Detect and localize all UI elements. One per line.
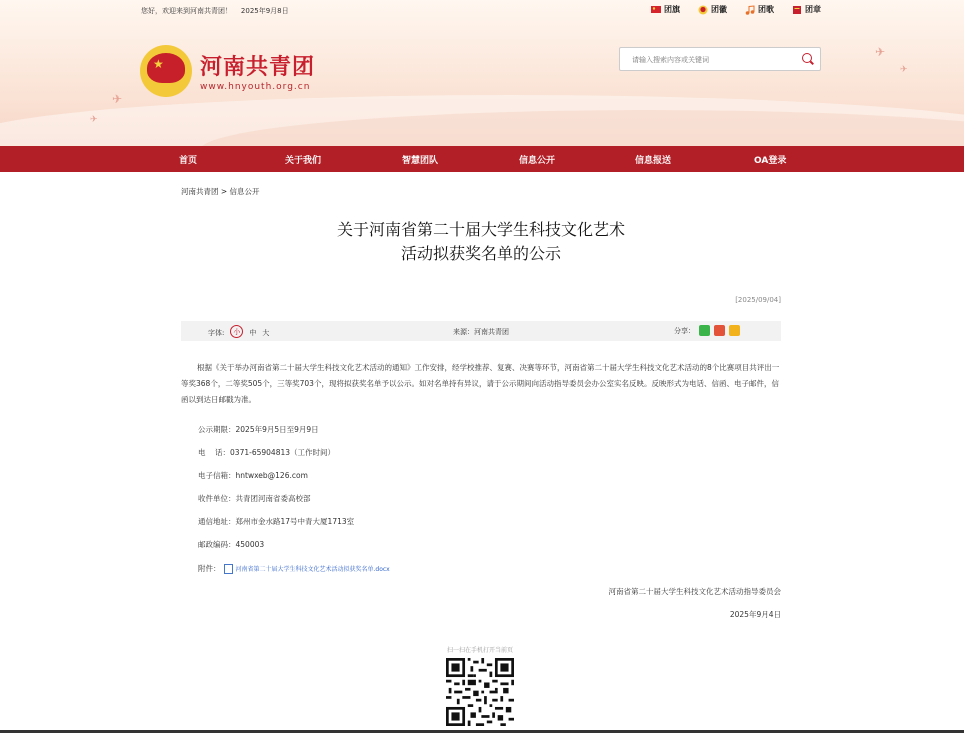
sign-date: 2025年9月4日	[729, 610, 781, 619]
attachment-label: 附件：	[198, 564, 221, 573]
main-nav	[0, 146, 964, 172]
nav-item-about[interactable]: 关于我们	[285, 156, 322, 166]
youth-league-emblem-icon: ★	[140, 45, 192, 97]
top-link-song[interactable]	[745, 4, 774, 15]
attachment-link[interactable]: 河南省第二十届大学生科技文化艺术活动拟获奖名单.docx	[235, 566, 390, 573]
greeting-text: 您好，欢迎来到河南共青团！	[141, 7, 232, 15]
recipient-unit: 收件单位：共青团河南省委高校部	[198, 494, 311, 503]
emblem-icon	[698, 5, 708, 15]
weibo-share-icon[interactable]	[714, 325, 725, 336]
notice-period: 公示期限：2025年9月5日至9月9日	[198, 425, 319, 434]
qr-caption: 扫一扫在手机打开当前页	[447, 647, 514, 654]
site-logo[interactable]	[140, 45, 315, 97]
document-icon	[224, 564, 233, 574]
nav-item-info-public[interactable]: 信息公开	[519, 156, 556, 166]
top-link-flag[interactable]	[651, 4, 680, 15]
nav-item-oa-login[interactable]: OA登录	[754, 156, 787, 166]
font-size-label: 字体:	[208, 328, 225, 337]
font-large-button[interactable]: 大	[262, 328, 270, 337]
top-links	[651, 4, 821, 15]
welcome-bar	[141, 6, 289, 16]
current-date: 2025年9月8日	[240, 7, 289, 15]
publish-date: [2025/09/04]	[735, 296, 781, 304]
breadcrumb[interactable]: 河南共青团 > 信息公开	[181, 187, 260, 196]
share-label: 分享：	[674, 326, 695, 335]
signature: 河南省第二十届大学生科技文化艺术活动指导委员会	[608, 587, 781, 596]
page-title	[181, 218, 781, 266]
top-link-emblem[interactable]	[698, 4, 727, 15]
qr-code-icon	[446, 658, 514, 726]
flag-icon	[651, 5, 661, 15]
title-line: 关于河南省第二十届大学生科技文化艺术	[336, 220, 625, 239]
font-size-control	[208, 327, 269, 338]
search-input[interactable]: 请输入搜索内容或关键词	[632, 56, 709, 64]
contact-email: 电子信箱：hntwxeb@126.com	[198, 471, 308, 480]
bird-decoration-icon: ✈	[900, 65, 908, 75]
share-bar	[674, 325, 740, 336]
book-icon	[792, 5, 802, 15]
wechat-share-icon[interactable]	[699, 325, 710, 336]
logo-title: 河南共青团	[200, 54, 316, 80]
contact-phone: 电 话：0371-65904813（工作时间）	[198, 448, 336, 457]
top-link-label: 团旗	[664, 5, 680, 14]
nav-item-smart-team[interactable]: 智慧团队	[402, 156, 439, 166]
top-link-constitution[interactable]	[792, 4, 821, 15]
logo-url: www.hnyouth.org.cn	[200, 82, 311, 92]
article-info-bar	[181, 321, 781, 341]
top-link-label: 团章	[805, 5, 821, 14]
font-medium-button[interactable]: 中	[249, 328, 257, 337]
article-source: 来源：河南共青团	[453, 328, 509, 336]
postal-code: 邮政编码：450003	[198, 540, 265, 549]
nav-item-home[interactable]: 首页	[179, 156, 198, 166]
body-paragraph: 根据《关于举办河南省第二十届大学生科技文化艺术活动的通知》工作安排，经学校推荐、复赛、决赛等环节，河南省第二十届大学生科技文化艺术活动的8个比赛项目共评出一等奖368个，二等奖505个，三等奖703个，现将拟获奖名单予以公示。如对名单持有异议，请于公示期间向活动指导委员会办公室实名反映。反映形式为电话、信函、电子邮件，信函以到达日邮戳为准。	[181, 363, 780, 404]
attachment	[198, 563, 390, 574]
title-line: 活动拟获奖名单的公示	[400, 244, 561, 263]
music-icon	[745, 5, 755, 15]
nav-item-info-submit[interactable]: 信息报送	[635, 156, 672, 166]
search-icon[interactable]	[802, 53, 812, 63]
top-link-label: 团徽	[711, 5, 727, 14]
bird-decoration-icon: ✈	[875, 45, 886, 59]
mail-address: 通信地址：郑州市金水路17号中青大厦1713室	[198, 517, 355, 526]
font-small-button[interactable]: 小	[230, 325, 243, 338]
qzone-share-icon[interactable]	[729, 325, 740, 336]
search-box[interactable]	[619, 47, 821, 71]
article-body	[181, 360, 781, 408]
bird-decoration-icon: ✈	[112, 92, 123, 106]
header-banner	[0, 0, 964, 146]
bird-decoration-icon: ✈	[90, 115, 98, 125]
top-link-label: 团歌	[758, 5, 774, 14]
